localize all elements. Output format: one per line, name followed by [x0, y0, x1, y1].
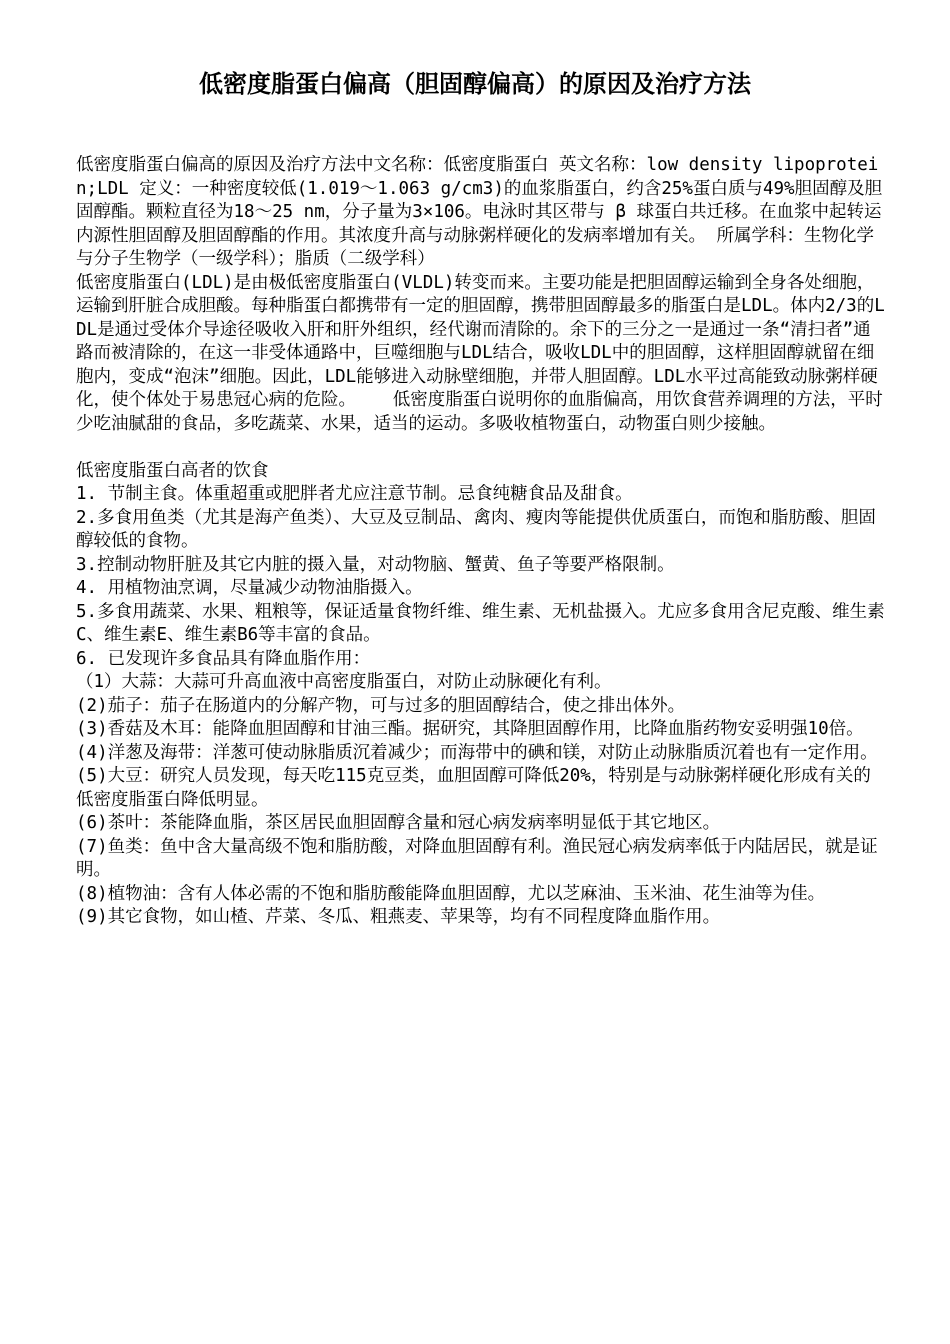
document-body — [76, 154, 886, 930]
food-item: (2)茄子：茄子在肠道内的分解产物，可与过多的胆固醇结合，使之排出体外。 — [76, 695, 686, 716]
food-item: (4)洋葱及海带：洋葱可使动脉脂质沉着减少；而海带中的碘和镁，对防止动脉脂质沉着也有一定作用。 — [76, 742, 878, 763]
intro-paragraph: 低密度脂蛋白偏高的原因及治疗方法中文名称：低密度脂蛋白 英文名称：low density lipoprotein;LDL 定义：一种密度较低(1.019～1.063 g/cm3)的血浆脂蛋白，约含25%蛋白质与49%胆固醇及胆固醇酯。颗粒直径为18～25 nm，分子量为3×106。电泳时其区带与 β 球蛋白共迁移。在血浆中起转运内源性胆固醇及胆固醇酯的作用。其浓度升高与动脉粥样硬化的发病率增加有关。 所属学科：生物化学与分子生物学（一级学科）；脂质（二级学科） — [76, 155, 883, 269]
document-title: 低密度脂蛋白偏高（胆固醇偏高）的原因及治疗方法 — [199, 69, 751, 98]
diet-item: 4. 用植物油烹调，尽量减少动物油脂摄入。 — [76, 578, 423, 598]
diet-item: 2.多食用鱼类（尤其是海产鱼类）、大豆及豆制品、禽肉、瘦肉等能提供优质蛋白，而饱和脂肪酸、胆固醇较低的食物。 — [76, 507, 876, 551]
food-item: (5)大豆：研究人员发现，每天吃115克豆类，血胆固醇可降低20%，特别是与动脉粥样硬化形成有关的低密度脂蛋白降低明显。 — [76, 766, 871, 810]
food-item: (7)鱼类：鱼中含大量高级不饱和脂肪酸，对降血胆固醇有利。渔民冠心病发病率低于内陆居民，就是证明。 — [76, 836, 878, 880]
paragraph-gap — [76, 436, 886, 460]
ldl-paragraph: 低密度脂蛋白(LDL)是由极低密度脂蛋白(VLDL)转变而来。主要功能是把胆固醇运输到全身各处细胞，运输到肝脏合成胆酸。每种脂蛋白都携带有一定的胆固醇，携带胆固醇最多的脂蛋白是LDL。体内2/3的LDL是通过受体介导途径吸收入肝和肝外组织，经代谢而清除的。余下的三分之一是通过一条“清扫者”通路而被清除的，在这一非受体通路中，巨噬细胞与LDL结合，吸收LDL中的胆固醇，这样胆固醇就留在细胞内，变成“泡沫”细胞。因此，LDL能够进入动脉壁细胞，并带人胆固醇。LDL水平过高能致动脉粥样硬化，使个体处于易患冠心病的危险。 低密度脂蛋白说明你的血脂偏高，用饮食营养调理的方法，平时少吃油腻甜的食品，多吃蔬菜、水果，适当的运动。多吸收植物蛋白，动物蛋白则少接触。 — [76, 272, 885, 434]
diet-item: 6. 已发现许多食品具有降血脂作用： — [76, 648, 371, 669]
diet-item: 1. 节制主食。体重超重或肥胖者尤应注意节制。忌食纯糖食品及甜食。 — [76, 484, 633, 504]
diet-heading: 低密度脂蛋白高者的饮食 — [76, 460, 269, 481]
food-item: (9)其它食物，如山楂、芹菜、冬瓜、粗燕麦、苹果等，均有不同程度降血脂作用。 — [76, 907, 721, 927]
diet-item: 3.控制动物肝脏及其它内脏的摄入量，对动物脑、蟹黄、鱼子等要严格限制。 — [76, 554, 675, 575]
diet-item: 5.多食用蔬菜、水果、粗粮等，保证适量食物纤维、维生素、无机盐摄入。尤应多食用含尼克酸、维生素C、维生素E、维生素B6等丰富的食品。 — [76, 601, 885, 645]
food-item: (8)植物油：含有人体必需的不饱和脂肪酸能降血胆固醇，尤以芝麻油、玉米油、花生油等为佳。 — [76, 883, 826, 904]
food-item: (6)茶叶：茶能降血脂，茶区居民血胆固醇含量和冠心病发病率明显低于其它地区。 — [76, 813, 721, 833]
food-item: （1）大蒜：大蒜可升高血液中高密度脂蛋白，对防止动脉硬化有利。 — [76, 672, 612, 692]
food-item: (3)香菇及木耳：能降血胆固醇和甘油三酯。据研究，其降胆固醇作用，比降血脂药物安妥明强10倍。 — [76, 719, 864, 739]
